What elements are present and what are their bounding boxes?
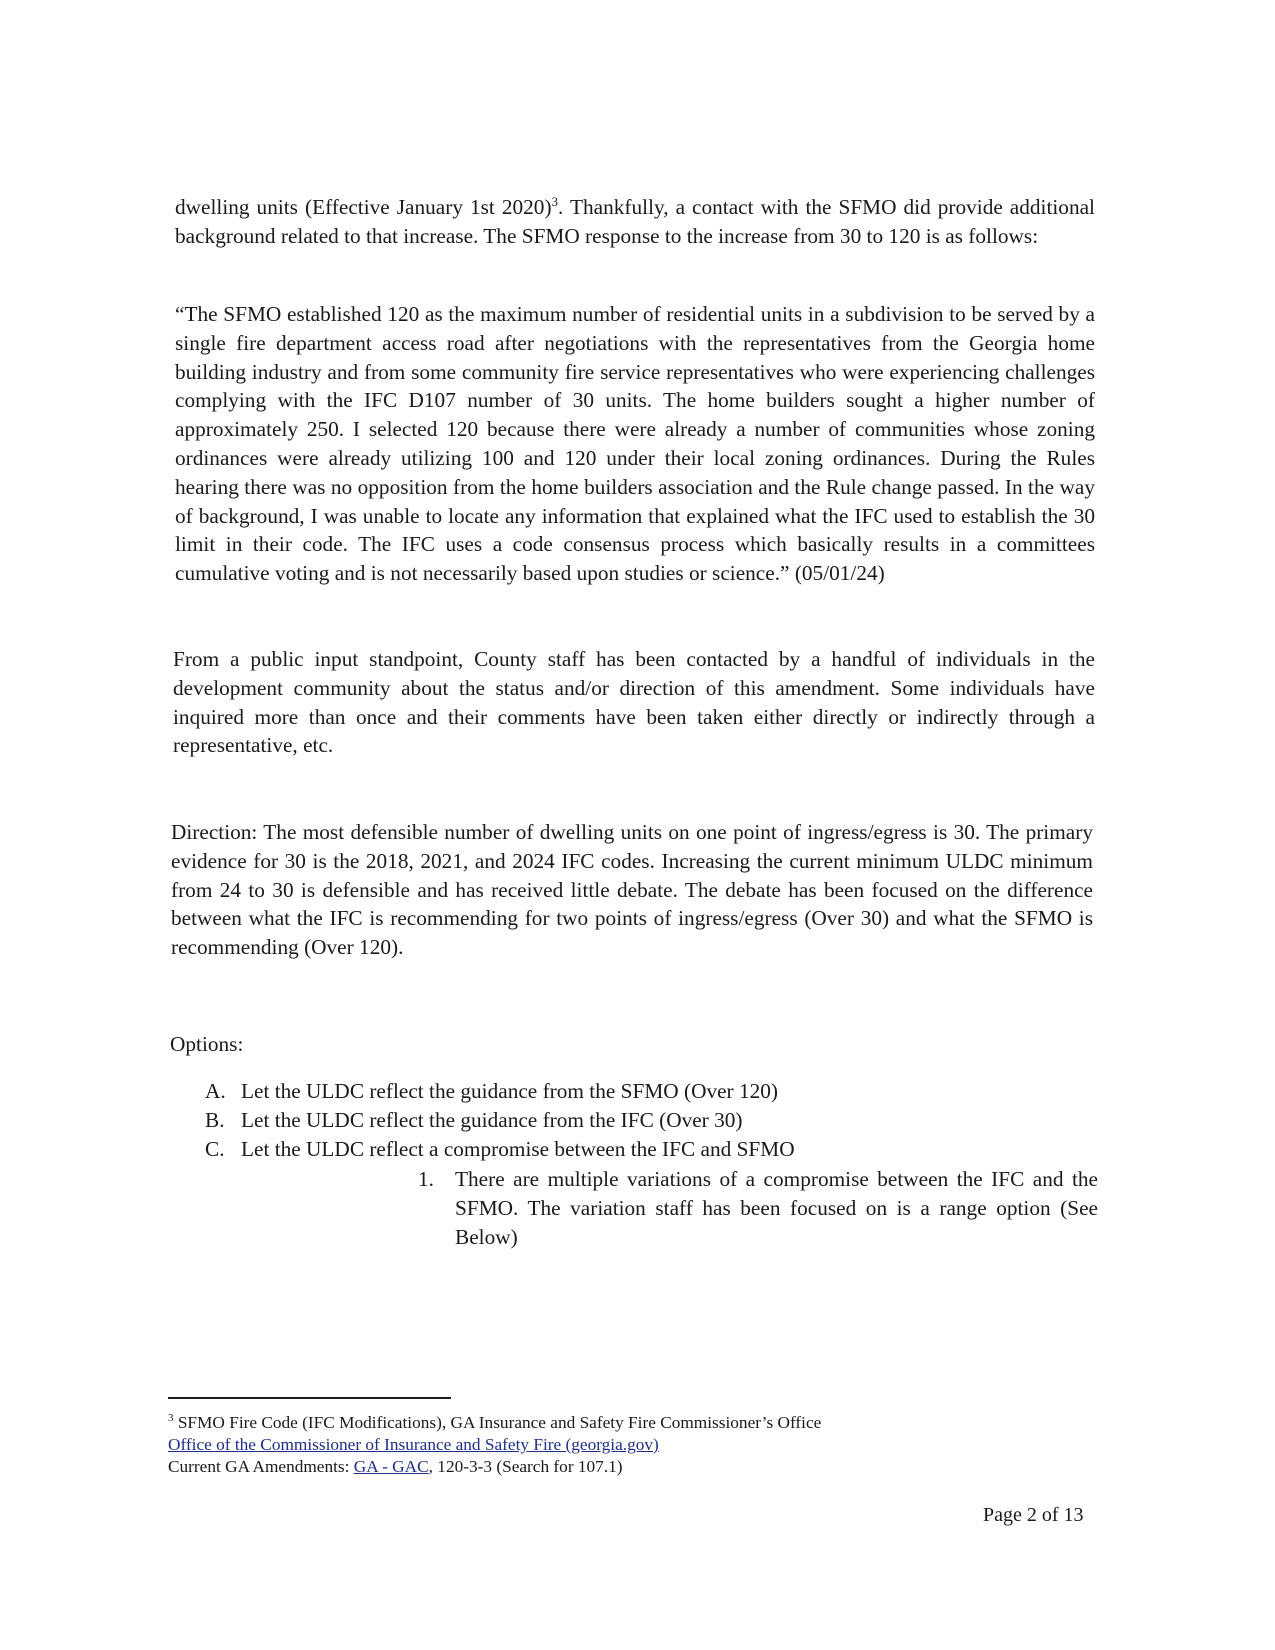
paragraph-sfmo-quote: “The SFMO established 120 as the maximum number of residential units in a subdivision to be served by a single fire department access road after negotiations with the representatives from the Georgia home building industry and from some community fire service representatives who were experiencing challenges complying with the IFC D107 number of 30 units. The home builders sought a higher number of approximately 250. I selected 120 because there were already a number of communities whose zoning ordinances were already utilizing 100 and 120 under their local zoning ordinances. During the Rules hearing there was no opposition from the home builders association and the Rule change passed. In the way of background, I was unable to locate any information that explained what the IFC used to establish the 30 limit in their code. The IFC uses a code consensus process which basically results in a committees cumulative voting and is not necessarily based upon studies or science.” (05/01/24): [175, 302, 1095, 586]
ga-gac-link[interactable]: GA - GAC: [353, 1457, 429, 1476]
footnote-line-1: [168, 1412, 821, 1434]
commissioner-office-link[interactable]: Office of the Commissioner of Insurance and Safety Fire (georgia.gov): [168, 1435, 659, 1454]
paragraph-intro: [175, 193, 1095, 251]
subitem-text: There are multiple variations of a compromise between the IFC and the SFMO. The variation staff has been focused on is a range option (See Below): [455, 1167, 1098, 1249]
footnote-divider: [168, 1397, 451, 1399]
footnote-marker: 3: [168, 1412, 174, 1425]
option-c-subitem: [418, 1165, 1098, 1251]
option-b-label: B.: [205, 1108, 225, 1132]
paragraph-intro-text: dwelling units (Effective January 1st 2020): [175, 195, 552, 219]
option-b: [205, 1106, 743, 1135]
footnote-amendments-suffix: , 120-3-3 (Search for 107.1): [428, 1457, 623, 1476]
footnote-text: SFMO Fire Code (IFC Modifications), GA Insurance and Safety Fire Commissioner’s Office: [173, 1413, 822, 1432]
options-heading: Options:: [170, 1032, 244, 1056]
paragraph-intro-text-cont: . Thankfully, a contact with the SFMO did provide additional background related to that increase. The SFMO response to the increase from 30 to 120 is as follows:: [175, 195, 1095, 248]
option-a: [205, 1077, 778, 1106]
paragraph-public-input: From a public input standpoint, County staff has been contacted by a handful of individuals in the development community about the status and/or direction of this amendment. Some individuals have inquired more than once and their comments have been taken either directly or indirectly through a representative, etc.: [173, 647, 1095, 758]
option-a-text: Let the ULDC reflect the guidance from the SFMO (Over 120): [241, 1079, 778, 1103]
footnote-amendments-prefix: Current GA Amendments:: [168, 1457, 354, 1476]
option-c-label: C.: [205, 1137, 225, 1161]
option-a-label: A.: [205, 1079, 226, 1103]
option-c-text: Let the ULDC reflect a compromise between the IFC and SFMO: [241, 1137, 795, 1161]
option-b-text: Let the ULDC reflect the guidance from the IFC (Over 30): [241, 1108, 743, 1132]
footnote-line-3: [168, 1456, 623, 1478]
option-c: [205, 1135, 795, 1164]
footnote-line-2: [168, 1434, 659, 1456]
subitem-number: 1.: [418, 1167, 434, 1191]
paragraph-direction: Direction: The most defensible number of dwelling units on one point of ingress/egress is 30. The primary evidence for 30 is the 2018, 2021, and 2024 IFC codes. Increasing the current minimum ULDC minimum from 24 to 30 is defensible and has received little debate. The debate has been focused on the difference between what the IFC is recommending for two points of ingress/egress (Over 30) and what the SFMO is recommending (Over 120).: [171, 820, 1093, 960]
page-number: Page 2 of 13: [983, 1504, 1084, 1526]
footnote-reference[interactable]: 3: [551, 193, 559, 209]
